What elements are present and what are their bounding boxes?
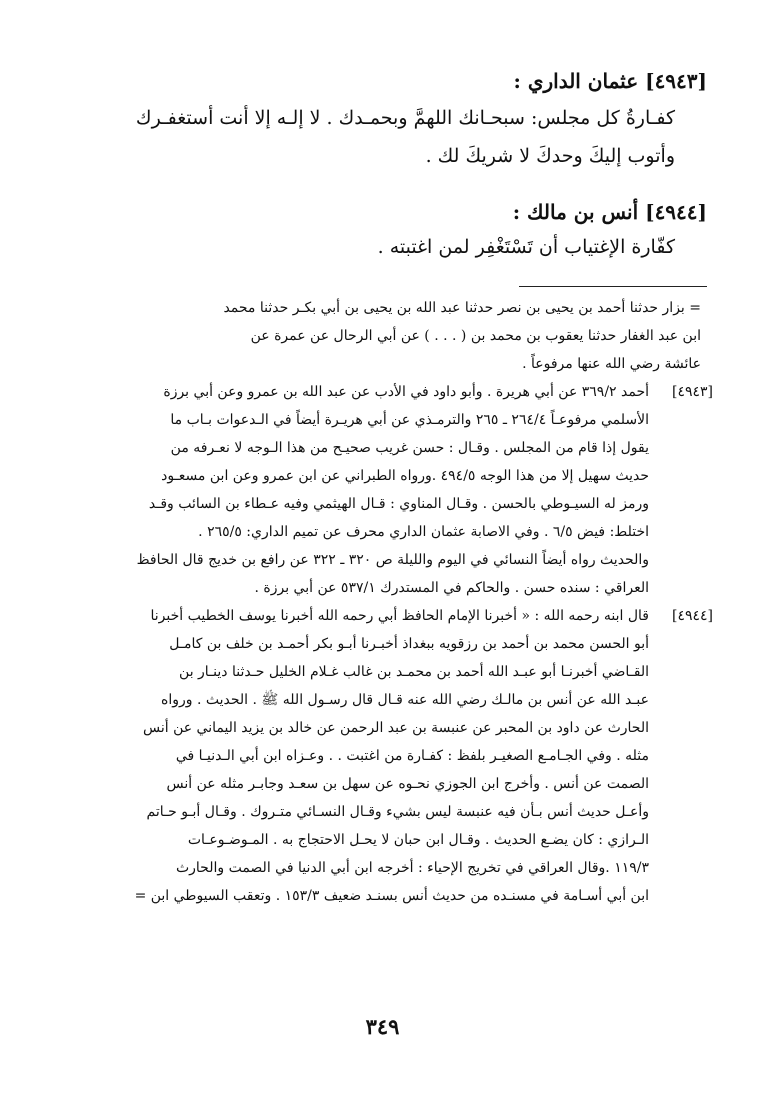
footnote-separator — [519, 286, 707, 287]
footnotes — [48, 294, 713, 910]
footnote-line: عائشة رضي الله عنها مرفوعاً . — [522, 356, 701, 372]
footnote-line: عبـد الله عن أنس بن مالـك رضي الله عنه قـال قال رسـول الله ﷺ . الحديث . ورواه — [161, 692, 649, 708]
footnote-line: ابن أبي أسـامة في مسنـده من حديث أنس بسنـد ضعيف ١٥٣/٣ . وتعقب السيوطي ابن = — [134, 888, 649, 904]
footnote-line: مثله . وفي الجـامـع الصغيـر بلفظ : كفـارة من اغتبت . . وعـزاه ابن أبي الـدنيـا في — [175, 748, 649, 764]
footnote-number: [٤٩٤٣] — [671, 384, 713, 400]
entry-text-line: وأتوب إليكَ وحدكَ لا شريكَ لك . — [425, 145, 675, 167]
footnote-line: العراقي : سنده حسن . والحاكم في المستدرك ٥٣٧/١ عن أبي برزة . — [254, 580, 649, 596]
footnote-line: ١١٩/٣ .وقال العراقي في تخريج الإحياء : أخرجه ابن أبي الدنيا في الصمت والحارث — [175, 860, 649, 876]
footnote-line: يقول إذا قام من المجلس . وقـال : حسن غريب صحيـح من هذا الـوجه لا نعـرفه من — [170, 440, 649, 456]
footnote-line: قال ابنه رحمه الله : « أخبرنا الإمام الحافظ أبي رحمه الله أخبرنا يوسف الخطيب أخبرنا — [150, 608, 649, 624]
footnote-line: الصمت عن أنس . وأخرج ابن الجوزي نحـوه عن سهل بن سعـد وجابـر مثله عن أنس — [166, 776, 649, 792]
entry-4943-text — [47, 99, 675, 175]
footnote-line: ابن عبد الغفار حدثنا يعقوب بن محمد بن ( . . . ) عن أبي الرحال عن عمرة عن — [250, 328, 701, 344]
footnote-4943 — [48, 378, 713, 602]
footnote-number: [٤٩٤٤] — [671, 608, 713, 624]
entry-text-line: كفـارةُ كل مجلس: سبحـانك اللهمَّ وبحمـدك . لا إلـه إلا أنت أستغفـرك — [135, 107, 675, 129]
footnote-line: والحديث رواه أيضاً النسائي في اليوم والليلة ص ٣٢٠ ـ ٣٢٢ عن رافع بن خديج قال الحافظ — [136, 552, 649, 568]
footnote-line: أبو الحسن محمد بن أحمد بن رزقويه ببغداذ أخبـرنا أبـو بكر أحمـد بن خلف بن كامـل — [169, 636, 649, 652]
footnote-line: وأعـل حديث أنس بـأن فيه عنبسة ليس بشيء وقـال النسـائي متـروك . وقـال أبـو حـاتم — [146, 804, 649, 820]
entry-4944-header: [٤٩٤٤] أنس بن مالك : — [512, 200, 707, 224]
footnote-line: الأسلمي مرفوعـاً ٢٦٤/٤ ـ ٢٦٥ والترمـذي عن أبي هريـرة أيضاً في الـدعوات بـاب ما — [170, 412, 649, 428]
footnote-line: = بزار حدثنا أحمد بن يحيى بن نصر حدثنا عبد الله بن يحيى بن أبي بكـر حدثنا محمد — [223, 300, 701, 316]
page-number: ٣٤٩ — [365, 1014, 400, 1039]
footnote-line: الـرازي : كان يضـع الحديث . وقـال ابن حبان لا يحـل الاحتجاج به . المـوضـوعـات — [187, 832, 649, 848]
footnote-line: الحارث عن داود بن المحبر عن عنبسة بن عبد الرحمن عن خالد بن يزيد اليماني عن أنس — [142, 720, 649, 736]
footnote-line: أحمد ٣٦٩/٢ عن أبي هريرة . وأبو داود في الأدب عن عبد الله بن عمرو وعن أبي برزة — [163, 384, 649, 400]
footnote-line: ورمز له السيـوطي بالحسن . وقـال المناوي : قـال الهيثمي وفيه عـطاء بن السائب وقـد — [148, 496, 649, 512]
footnote-continuation — [48, 294, 713, 378]
entry-4944-text — [47, 228, 675, 266]
footnote-4944 — [48, 602, 713, 910]
footnote-line: اختلط: فيض ٦/٥ . وفي الاصابة عثمان الداري محرف عن تميم الداري: ٢٦٥/٥ . — [198, 524, 649, 540]
entry-text-line: كفّارة الإغتياب أن تَسْتَغْفِر لمن اغتبته . — [377, 236, 675, 258]
footnote-line: حديث سهيل إلا من هذا الوجه ٤٩٤/٥ .ورواه الطبراني عن ابن عمرو وعن ابن مسعـود — [161, 468, 649, 484]
footnote-line: القـاضي أخبرنـا أبو عبـد الله أحمد بن محمـد بن غالب غـلام الخليل حـدثنا دينـار بن — [179, 664, 649, 680]
entry-4943-header: [٤٩٤٣] عثمان الداري : — [513, 69, 707, 93]
